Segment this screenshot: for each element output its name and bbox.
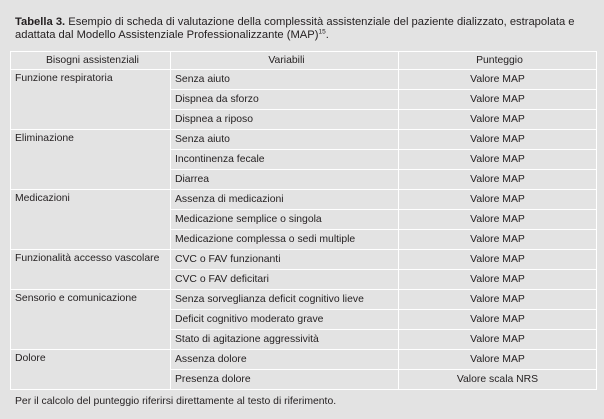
table-row: [11, 190, 597, 210]
score-cell: Valore MAP: [399, 230, 597, 250]
variable-cell: Dispnea da sforzo: [171, 90, 399, 110]
score-cell: Valore MAP: [399, 150, 597, 170]
score-cell: Valore scala NRS: [399, 370, 597, 390]
score-cell: Valore MAP: [399, 70, 597, 90]
header-needs: Bisogni assistenziali: [11, 52, 171, 70]
variable-cell: Medicazione complessa o sedi multiple: [171, 230, 399, 250]
variable-cell: Diarrea: [171, 170, 399, 190]
variable-cell: Presenza dolore: [171, 370, 399, 390]
need-cell: Funzionalità accesso vascolare: [11, 250, 171, 290]
header-variables: Variabili: [171, 52, 399, 70]
table-row: [11, 130, 597, 150]
table-caption: Tabella 3. Esempio di scheda di valutazione della complessità assistenziale del paziente dializzato, estrapolata e adattata dal Modello Assistenziale Professionalizzante (MAP)$^{15}$.: [15, 16, 575, 41]
need-cell: Medicazioni: [11, 190, 171, 250]
table-row: [11, 290, 597, 310]
variable-cell: Stato di agitazione aggressività: [171, 330, 399, 350]
need-cell: Sensorio e comunicazione: [11, 290, 171, 350]
table-row: [11, 350, 597, 370]
score-cell: Valore MAP: [399, 210, 597, 230]
score-cell: Valore MAP: [399, 350, 597, 370]
score-cell: Valore MAP: [399, 190, 597, 210]
variable-cell: CVC o FAV funzionanti: [171, 250, 399, 270]
score-cell: Valore MAP: [399, 330, 597, 350]
score-cell: Valore MAP: [399, 170, 597, 190]
variable-cell: Incontinenza fecale: [171, 150, 399, 170]
table-row: [11, 70, 597, 90]
score-cell: Valore MAP: [399, 270, 597, 290]
score-cell: Valore MAP: [399, 130, 597, 150]
variable-cell: Deficit cognitivo moderato grave: [171, 310, 399, 330]
variable-cell: Senza aiuto: [171, 130, 399, 150]
score-cell: Valore MAP: [399, 310, 597, 330]
need-cell: Eliminazione: [11, 130, 171, 190]
variable-cell: Medicazione semplice o singola: [171, 210, 399, 230]
caption-reference: 15: [318, 28, 326, 36]
score-cell: Valore MAP: [399, 90, 597, 110]
table-header-row: [11, 52, 597, 70]
caption-text: Esempio di scheda di valutazione della complessità assistenziale del paziente dializzato, estrapolata e adattata dal Modello Assistenziale Professionalizzante (MAP): [15, 16, 575, 41]
need-cell: Dolore: [11, 350, 171, 390]
table-row: [11, 250, 597, 270]
variable-cell: Senza aiuto: [171, 70, 399, 90]
score-cell: Valore MAP: [399, 250, 597, 270]
variable-cell: Dispnea a riposo: [171, 110, 399, 130]
variable-cell: Senza sorveglianza deficit cognitivo lieve: [171, 290, 399, 310]
variable-cell: Assenza di medicazioni: [171, 190, 399, 210]
score-cell: Valore MAP: [399, 110, 597, 130]
header-score: Punteggio: [399, 52, 597, 70]
caption-label: Tabella 3.: [15, 16, 66, 28]
table-footnote: Per il calcolo del punteggio riferirsi direttamente al testo di riferimento.: [15, 396, 337, 407]
score-cell: Valore MAP: [399, 290, 597, 310]
variable-cell: Assenza dolore: [171, 350, 399, 370]
need-cell: Funzione respiratoria: [11, 70, 171, 130]
assessment-table: [10, 51, 597, 390]
variable-cell: CVC o FAV deficitari: [171, 270, 399, 290]
table-body: [11, 70, 597, 390]
